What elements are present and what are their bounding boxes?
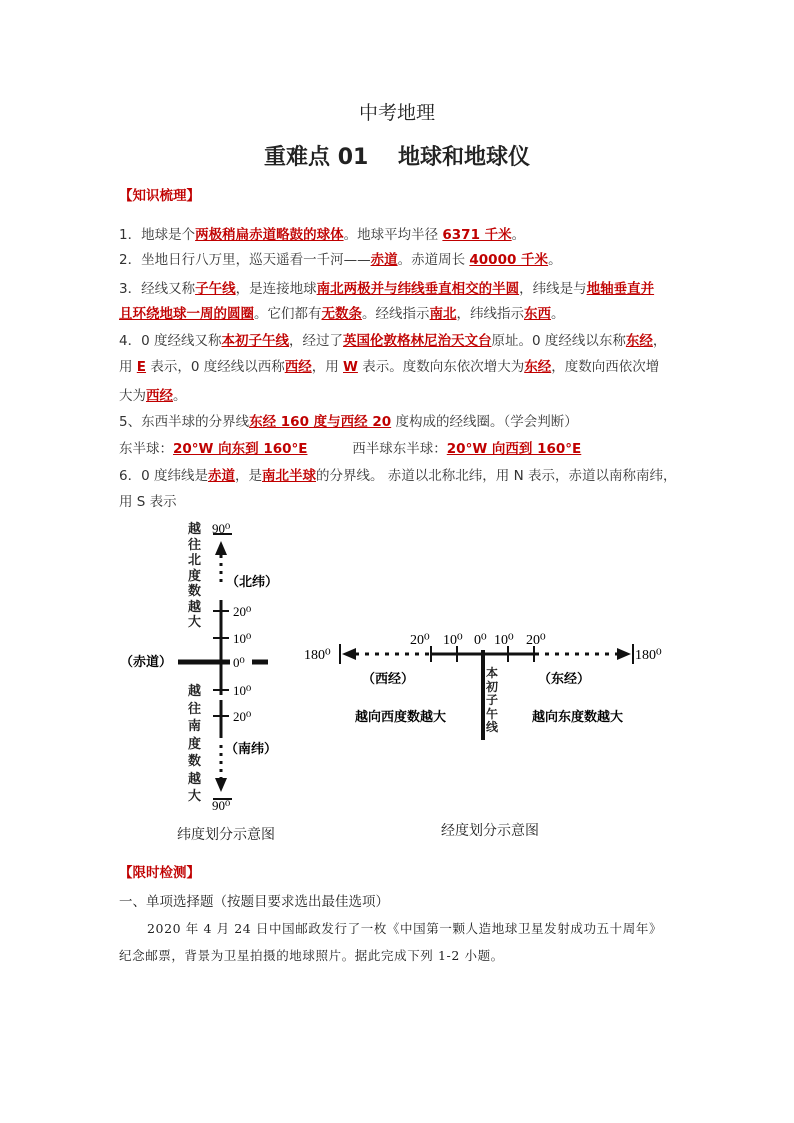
test-header: 【限时检测】 xyxy=(119,865,200,881)
line-text: 。 xyxy=(511,227,526,243)
knowledge-line xyxy=(119,302,565,322)
lon-e10-label: 10⁰ xyxy=(494,633,514,648)
south-label: （南纬） xyxy=(225,742,278,757)
key-term: 40000 千米 xyxy=(469,252,549,268)
key-term: 两极稍扁赤道略鼓的球体 xyxy=(195,227,344,243)
line-text: 表示，0 度经线以西称 xyxy=(146,359,285,375)
lon-right-label: 180⁰ xyxy=(635,648,662,663)
knowledge-line xyxy=(119,437,581,457)
lon-w10-label: 10⁰ xyxy=(443,633,463,648)
lat-s10-label: 10⁰ xyxy=(233,683,252,698)
question-intro-line1: 2020 年 4 月 24 日中国邮政发行了一枚《中国第一颗人造地球卫星发射成功五十周年》 xyxy=(147,921,663,936)
knowledge-header: 【知识梳理】 xyxy=(119,188,200,204)
key-term: 6371 千米 xyxy=(442,227,512,243)
line-text: 西半球东半球： xyxy=(307,441,447,457)
key-term: 西经 xyxy=(146,388,173,404)
section-heading: 一、单项选择题（按题目要求选出最佳选项） xyxy=(119,894,389,910)
lat-caption: 纬度划分示意图 xyxy=(177,827,275,843)
line-text: 用 S 表示 xyxy=(119,494,177,510)
lat-bottom-label: 90⁰ xyxy=(212,798,231,813)
lon-e20-label: 20⁰ xyxy=(526,633,546,648)
key-term: 西经 xyxy=(284,359,312,375)
line-text: ，用 xyxy=(311,359,343,375)
lon-zero-label: 0⁰ xyxy=(474,633,487,648)
key-term: 赤道 xyxy=(207,468,235,484)
line-text: 大为 xyxy=(119,388,146,404)
north-vertical-note: 越 往 北 度 数 越 大 xyxy=(188,522,202,630)
zero-lat-label: 0⁰ xyxy=(233,655,245,670)
knowledge-line xyxy=(119,329,666,349)
key-term: 子午线 xyxy=(195,281,236,297)
line-text: 1．地球是个 xyxy=(119,227,196,243)
key-term: 东经 xyxy=(625,333,653,349)
key-term: 英国伦敦格林尼治天文台 xyxy=(342,333,492,349)
line-text: 4．0 度经线又称 xyxy=(119,333,222,349)
key-term: 20°W 向西到 160°E xyxy=(446,441,582,457)
line-text: ，是 xyxy=(234,468,262,484)
line-text: 。它们都有 xyxy=(254,306,322,322)
knowledge-line xyxy=(119,464,676,484)
latitude-diagram xyxy=(120,520,290,850)
line-text: ，度数向西依次增 xyxy=(551,359,660,375)
line-text: 。 xyxy=(551,306,565,322)
west-note: 越向西度数越大 xyxy=(355,710,447,725)
question-intro-line2: 纪念邮票，背景为卫星拍摄的地球照片。据此完成下列 1-2 小题。 xyxy=(119,948,504,963)
key-term: 东经 xyxy=(524,359,552,375)
key-term: 南北两极并与纬线垂直相交的半圆 xyxy=(316,281,520,297)
key-term: 东西 xyxy=(524,306,551,322)
lat-s20-label: 20⁰ xyxy=(233,709,252,724)
equator-label: （赤道） xyxy=(120,655,173,670)
key-term: W xyxy=(343,359,358,375)
lat-n20-label: 20⁰ xyxy=(233,604,252,619)
knowledge-line xyxy=(119,248,562,268)
key-term: 南北 xyxy=(429,306,457,322)
page-subtitle: 重难点 01 地球和地球仪 xyxy=(264,145,530,170)
line-text: 。赤道周长 xyxy=(397,252,470,268)
line-text: ，经过了 xyxy=(288,333,343,349)
key-term: 东经 160 度与西经 20 xyxy=(249,414,392,430)
knowledge-line xyxy=(119,355,659,375)
line-text: 度构成的经线圈。（学会判断） xyxy=(391,414,578,430)
knowledge-line xyxy=(119,277,654,297)
line-text: ， xyxy=(652,333,667,349)
knowledge-line xyxy=(119,410,578,430)
knowledge-line xyxy=(119,490,177,510)
line-text: 东半球： xyxy=(119,441,173,457)
east-label: （东经） xyxy=(538,672,591,687)
line-text: 表示。度数向东依次增大为 xyxy=(357,359,525,375)
lat-n10-label: 10⁰ xyxy=(233,631,252,646)
line-text: 。经线指示 xyxy=(362,306,430,322)
line-text: 2．坐地日行八万里，巡天遥看一千河—— xyxy=(119,252,371,268)
key-term: 无数条 xyxy=(321,306,362,322)
key-term: 赤道 xyxy=(370,252,398,268)
line-text: 。 xyxy=(173,388,187,404)
line-text: ，纬线是与 xyxy=(519,281,587,297)
east-note: 越向东度数越大 xyxy=(532,710,624,725)
south-vertical-note: 越 往 南 度 数 越 大 xyxy=(188,684,202,804)
knowledge-line xyxy=(119,223,525,243)
line-text: 原址。0 度经线以东称 xyxy=(491,333,626,349)
key-term: 20°W 向东到 160°E xyxy=(173,441,308,457)
line-text: ，纬线指示 xyxy=(456,306,524,322)
key-term: 本初子午线 xyxy=(221,333,289,349)
key-term: 且环绕地球一周的圆圈 xyxy=(119,306,254,322)
line-text: 的分界线。 赤道以北称北纬，用 N 表示，赤道以南称南纬， xyxy=(315,468,677,484)
line-text: 。 xyxy=(548,252,562,268)
lon-w20-label: 20⁰ xyxy=(410,633,430,648)
west-label: （西经） xyxy=(362,672,415,687)
line-text: 。地球平均半径 xyxy=(343,227,443,243)
lat-top-label: 90⁰ xyxy=(212,521,231,536)
line-text: 6．0 度纬线是 xyxy=(119,468,208,484)
page-title: 中考地理 xyxy=(358,102,435,124)
lon-caption: 经度划分示意图 xyxy=(441,823,539,839)
prime-meridian-label: 本 初 子 午 线 xyxy=(486,666,499,734)
line-text: 5、东西半球的分界线 xyxy=(119,414,250,430)
line-text: 3．经线又称 xyxy=(119,281,196,297)
line-text: 用 xyxy=(119,359,137,375)
knowledge-line xyxy=(119,384,187,404)
key-term: 南北半球 xyxy=(261,468,316,484)
key-term: 地轴垂直并 xyxy=(586,281,655,297)
key-term: E xyxy=(136,359,147,375)
north-label: （北纬） xyxy=(226,575,279,590)
line-text: ，是连接地球 xyxy=(235,281,317,297)
lon-left-label: 180⁰ xyxy=(304,648,331,663)
